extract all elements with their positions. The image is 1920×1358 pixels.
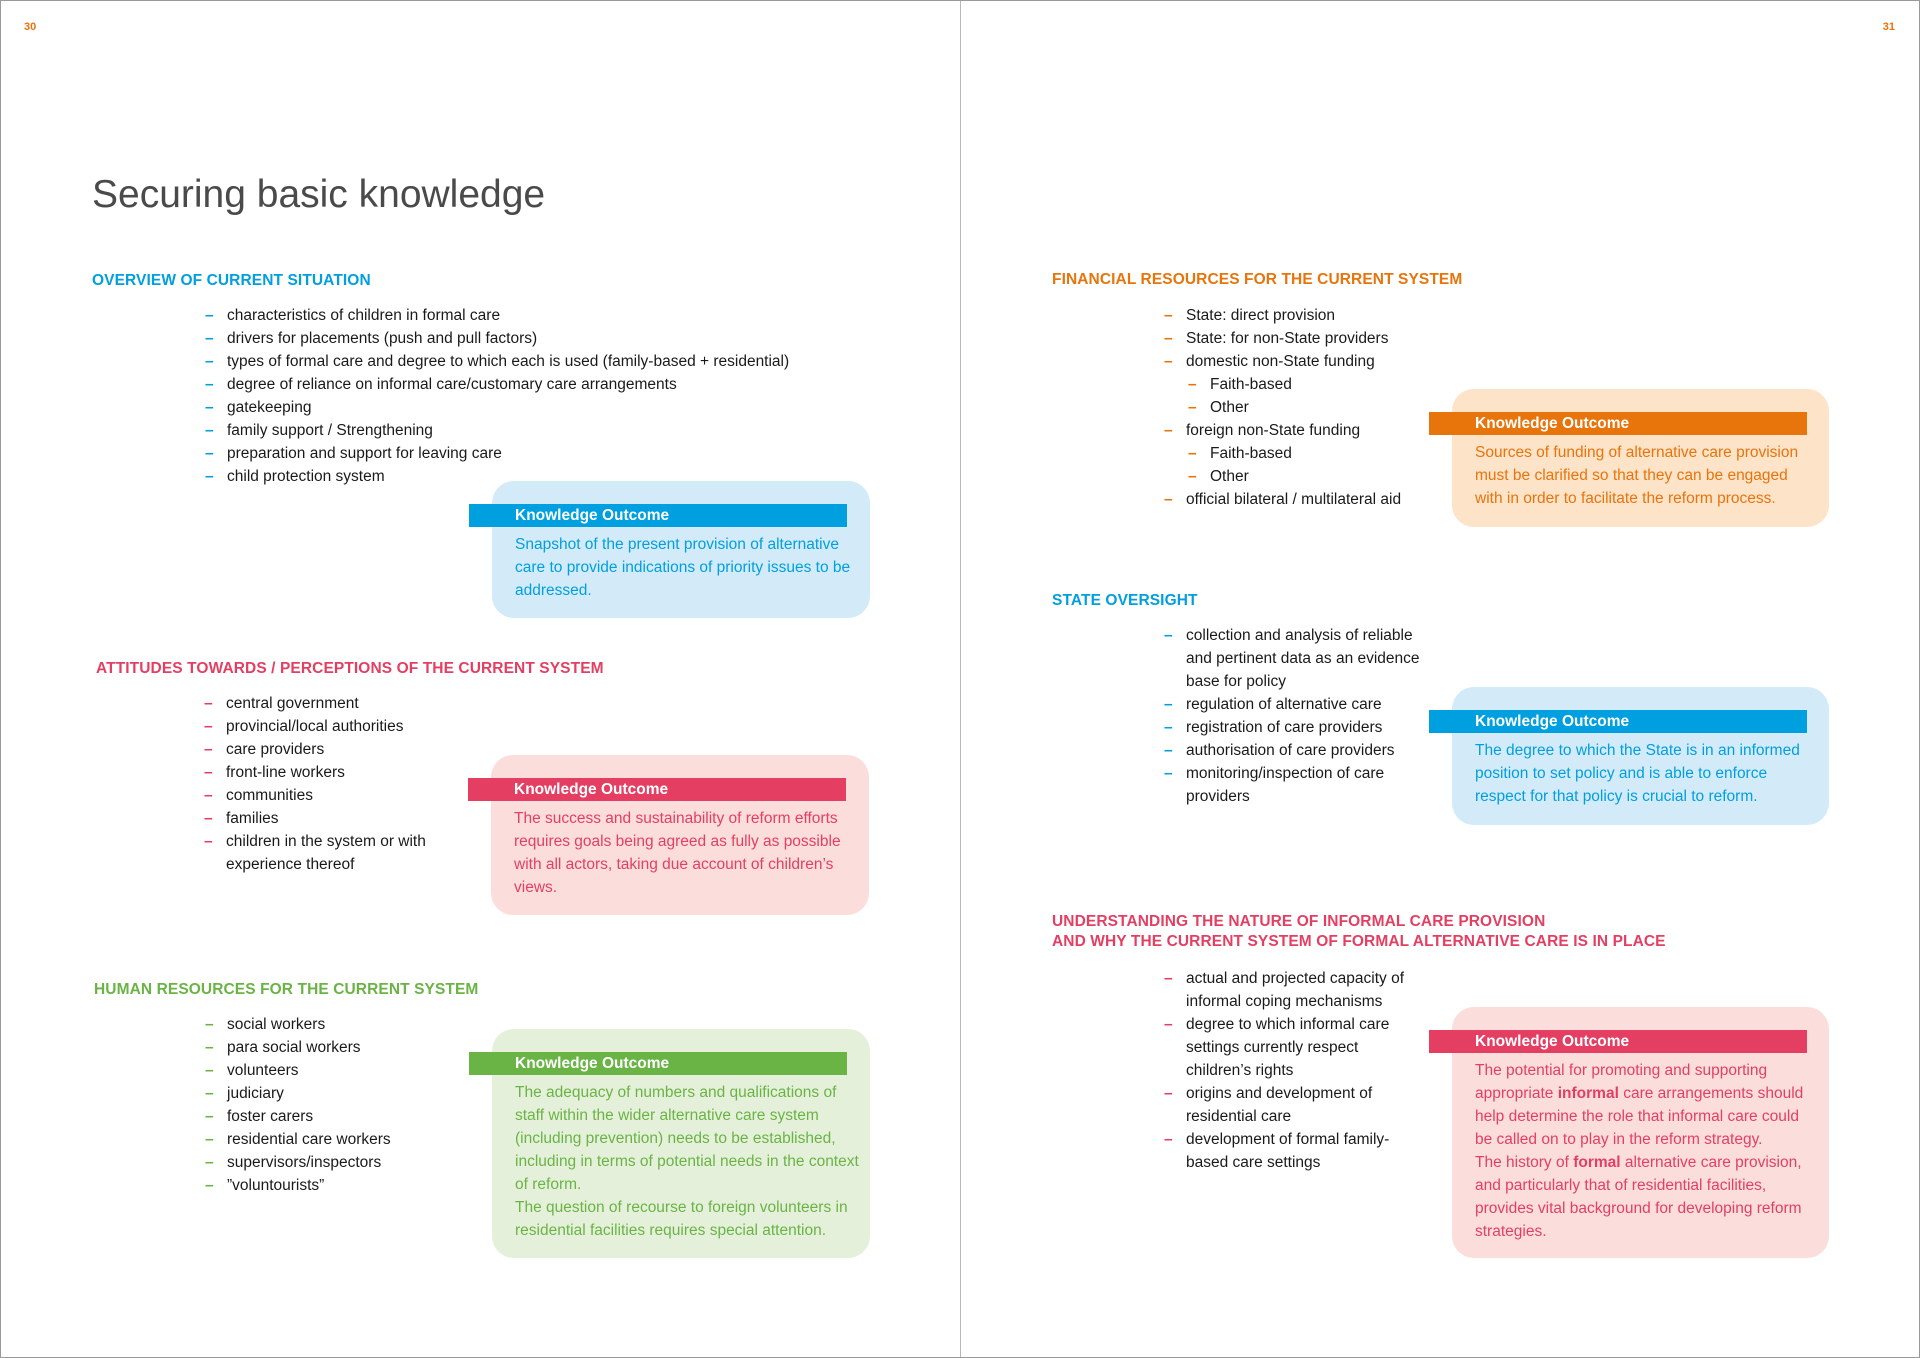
text-run: The potential for promoting and supporting appropriate <box>1475 1062 1768 1102</box>
dash-bullet-icon: – <box>205 1016 214 1033</box>
dash-bullet-icon: – <box>1164 765 1173 782</box>
dash-bullet-icon: – <box>204 718 213 735</box>
outcome-label-overview: Knowledge Outcome <box>469 504 847 527</box>
list-item <box>1164 1128 1404 1174</box>
list-item <box>1164 488 1424 511</box>
list-item-text: authorisation of care providers <box>1186 742 1395 759</box>
dash-bullet-icon: – <box>1188 445 1197 462</box>
list-item <box>204 692 444 715</box>
list-item-text: Other <box>1210 399 1249 416</box>
dash-bullet-icon: – <box>1164 307 1173 324</box>
list-item-text: origins and development of residential care <box>1186 1085 1373 1125</box>
dash-bullet-icon: – <box>1164 1085 1173 1102</box>
list-item-text: foster carers <box>227 1108 314 1125</box>
outcome-paragraph-1 <box>1475 1059 1817 1151</box>
dash-bullet-icon: – <box>1164 742 1173 759</box>
dash-bullet-icon: – <box>205 468 214 485</box>
dash-bullet-icon: – <box>204 695 213 712</box>
dash-bullet-icon: – <box>204 764 213 781</box>
list-item-text: types of formal care and degree to which each is used (family-based + residential) <box>227 353 790 370</box>
dash-bullet-icon: – <box>205 307 214 324</box>
dash-bullet-icon: – <box>205 1108 214 1125</box>
dash-bullet-icon: – <box>1164 719 1173 736</box>
outcome-paragraph-1: The adequacy of numbers and qualifications of staff within the wider alternative care system (including prevention) needs to be established, including in terms of potential needs in the context of reform. <box>515 1084 859 1193</box>
list-item <box>205 1174 445 1197</box>
list-item <box>205 350 825 373</box>
list-item <box>1164 967 1404 1013</box>
text-run: The history of <box>1475 1154 1574 1171</box>
dash-bullet-icon: – <box>205 422 214 439</box>
list-financial <box>1164 304 1424 511</box>
dash-bullet-icon: – <box>205 1131 214 1148</box>
list-item-text: social workers <box>227 1016 326 1033</box>
list-item <box>1164 419 1424 442</box>
outcome-paragraph-2 <box>1475 1151 1817 1243</box>
heading-informal-care <box>1052 912 1666 952</box>
dash-bullet-icon: – <box>1188 399 1197 416</box>
list-item-text: domestic non-State funding <box>1186 353 1375 370</box>
list-item-text: State: direct provision <box>1186 307 1336 324</box>
list-item-text: child protection system <box>227 468 385 485</box>
list-overview <box>205 304 825 488</box>
page-gutter <box>960 1 961 1357</box>
dash-bullet-icon: – <box>1164 627 1173 644</box>
dash-bullet-icon: – <box>205 376 214 393</box>
list-item-text: Faith-based <box>1210 376 1292 393</box>
heading-human-resources: HUMAN RESOURCES FOR THE CURRENT SYSTEM <box>94 981 479 998</box>
list-item-text: children in the system or with experience thereof <box>226 833 426 873</box>
dash-bullet-icon: – <box>1164 696 1173 713</box>
list-item <box>1164 350 1424 373</box>
list-item-text: para social workers <box>227 1039 361 1056</box>
dash-bullet-icon: – <box>205 1062 214 1079</box>
list-item-text: foreign non-State funding <box>1186 422 1361 439</box>
list-item <box>1164 693 1434 716</box>
list-item-text: drivers for placements (push and pull factors) <box>227 330 538 347</box>
list-item <box>204 784 444 807</box>
list-item <box>205 419 825 442</box>
list-item <box>205 1151 445 1174</box>
dash-bullet-icon: – <box>204 833 213 850</box>
text-run-bold: informal <box>1557 1085 1619 1102</box>
list-human-resources <box>205 1013 445 1197</box>
outcome-text-overview: Snapshot of the present provision of alternative care to provide indications of priority issues to be addressed. <box>515 536 851 599</box>
list-item <box>1164 396 1424 419</box>
dash-bullet-icon: – <box>205 445 214 462</box>
list-item-text: preparation and support for leaving care <box>227 445 502 462</box>
list-item <box>205 1013 445 1036</box>
list-item-text: provincial/local authorities <box>226 718 404 735</box>
list-item-text: communities <box>226 787 313 804</box>
dash-bullet-icon: – <box>1164 491 1173 508</box>
outcome-text-human-resources <box>515 1081 861 1242</box>
list-item-text: residential care workers <box>227 1131 391 1148</box>
page-title: Securing basic knowledge <box>92 173 546 216</box>
list-item-text: central government <box>226 695 359 712</box>
list-item <box>205 1059 445 1082</box>
list-item-text: degree to which informal care settings currently respect children’s rights <box>1186 1016 1390 1079</box>
dash-bullet-icon: – <box>1188 468 1197 485</box>
list-item <box>205 373 825 396</box>
list-item <box>1164 327 1424 350</box>
dash-bullet-icon: – <box>1164 330 1173 347</box>
list-item <box>1164 304 1424 327</box>
list-attitudes <box>204 692 444 876</box>
dash-bullet-icon: – <box>205 399 214 416</box>
text-run: care arrangements should help determine the role that informal care could be called on to play in the reform strategy. <box>1475 1085 1804 1148</box>
outcome-text-financial: Sources of funding of alternative care provision must be clarified so that they can be engaged with in order to facilitate the reform process. <box>1475 444 1799 507</box>
list-item <box>1164 624 1434 693</box>
list-item-text: family support / Strengthening <box>227 422 433 439</box>
dash-bullet-icon: – <box>204 810 213 827</box>
list-item-text: gatekeeping <box>227 399 312 416</box>
dash-bullet-icon: – <box>204 787 213 804</box>
list-item <box>1164 716 1434 739</box>
list-item-text: front-line workers <box>226 764 345 781</box>
list-item <box>1164 1082 1404 1128</box>
list-item <box>205 1082 445 1105</box>
list-item <box>205 442 825 465</box>
outcome-label-informal-care: Knowledge Outcome <box>1429 1030 1807 1053</box>
list-item <box>205 1105 445 1128</box>
list-item-text: Other <box>1210 468 1249 485</box>
dash-bullet-icon: – <box>205 330 214 347</box>
text-run-bold: formal <box>1573 1154 1621 1171</box>
heading-financial: FINANCIAL RESOURCES FOR THE CURRENT SYSTEM <box>1052 271 1463 288</box>
list-item-text: judiciary <box>227 1085 284 1102</box>
list-item-text: regulation of alternative care <box>1186 696 1382 713</box>
dash-bullet-icon: – <box>1164 970 1173 987</box>
heading-informal-care-line1: UNDERSTANDING THE NATURE OF INFORMAL CARE PROVISION <box>1052 913 1546 930</box>
dash-bullet-icon: – <box>205 1177 214 1194</box>
heading-state-oversight: STATE OVERSIGHT <box>1052 592 1198 609</box>
list-item-text: ”voluntourists” <box>227 1177 325 1194</box>
dash-bullet-icon: – <box>1164 1016 1173 1033</box>
list-item-text: State: for non-State providers <box>1186 330 1389 347</box>
list-item <box>1164 762 1434 808</box>
list-item <box>205 1036 445 1059</box>
dash-bullet-icon: – <box>1164 1131 1173 1148</box>
list-item-text: supervisors/inspectors <box>227 1154 382 1171</box>
list-item-text: registration of care providers <box>1186 719 1383 736</box>
list-informal-care <box>1164 967 1404 1174</box>
list-item <box>204 830 444 876</box>
dash-bullet-icon: – <box>205 1085 214 1102</box>
list-item <box>205 327 825 350</box>
list-item <box>204 807 444 830</box>
dash-bullet-icon: – <box>1164 353 1173 370</box>
list-item-text: collection and analysis of reliable and pertinent data as an evidence base for policy <box>1186 627 1420 690</box>
outcome-label-state-oversight: Knowledge Outcome <box>1429 710 1807 733</box>
outcome-label-attitudes: Knowledge Outcome <box>468 778 846 801</box>
list-item-text: families <box>226 810 279 827</box>
list-item-text: actual and projected capacity of informal coping mechanisms <box>1186 970 1404 1010</box>
outcome-text-state-oversight: The degree to which the State is in an informed position to set policy and is able to enforce respect for that policy is crucial to reform. <box>1475 742 1800 805</box>
dash-bullet-icon: – <box>204 741 213 758</box>
dash-bullet-icon: – <box>1164 422 1173 439</box>
list-item-text: monitoring/inspection of care providers <box>1186 765 1385 805</box>
outcome-paragraph-2: The question of recourse to foreign volunteers in residential facilities requires special attention. <box>515 1199 848 1239</box>
outcome-label-human-resources: Knowledge Outcome <box>469 1052 847 1075</box>
outcome-text-informal-care <box>1475 1059 1817 1243</box>
outcome-label-financial: Knowledge Outcome <box>1429 412 1807 435</box>
list-item <box>204 761 444 784</box>
dash-bullet-icon: – <box>1188 376 1197 393</box>
list-item <box>204 738 444 761</box>
list-item-text: characteristics of children in formal care <box>227 307 501 324</box>
list-item-text: development of formal family-based care settings <box>1186 1131 1390 1171</box>
list-item <box>205 304 825 327</box>
list-item-text: official bilateral / multilateral aid <box>1186 491 1402 508</box>
list-item <box>204 715 444 738</box>
list-item <box>205 396 825 419</box>
list-item-text: volunteers <box>227 1062 299 1079</box>
list-item-text: care providers <box>226 741 325 758</box>
text-run: alternative care provision, and particularly that of residential facilities, provides vital background for developing reform strategies. <box>1475 1154 1802 1240</box>
page-number-right: 31 <box>1882 21 1895 33</box>
page-number-left: 30 <box>24 21 37 33</box>
list-item <box>1164 465 1424 488</box>
list-item <box>1164 442 1424 465</box>
outcome-text-attitudes: The success and sustainability of reform efforts requires goals being agreed as fully as possible with all actors, taking due account of children’s views. <box>514 810 841 896</box>
list-item-text: Faith-based <box>1210 445 1292 462</box>
list-item-text: degree of reliance on informal care/customary care arrangements <box>227 376 677 393</box>
list-item <box>1164 1013 1404 1082</box>
dash-bullet-icon: – <box>205 353 214 370</box>
list-state-oversight <box>1164 624 1434 808</box>
list-item <box>205 1128 445 1151</box>
heading-informal-care-line2: AND WHY THE CURRENT SYSTEM OF FORMAL ALTERNATIVE CARE IS IN PLACE <box>1052 933 1666 950</box>
dash-bullet-icon: – <box>205 1039 214 1056</box>
list-item <box>1164 739 1434 762</box>
heading-attitudes: ATTITUDES TOWARDS / PERCEPTIONS OF THE CURRENT SYSTEM <box>96 660 604 677</box>
list-item <box>1164 373 1424 396</box>
heading-overview: OVERVIEW OF CURRENT SITUATION <box>92 272 371 289</box>
dash-bullet-icon: – <box>205 1154 214 1171</box>
